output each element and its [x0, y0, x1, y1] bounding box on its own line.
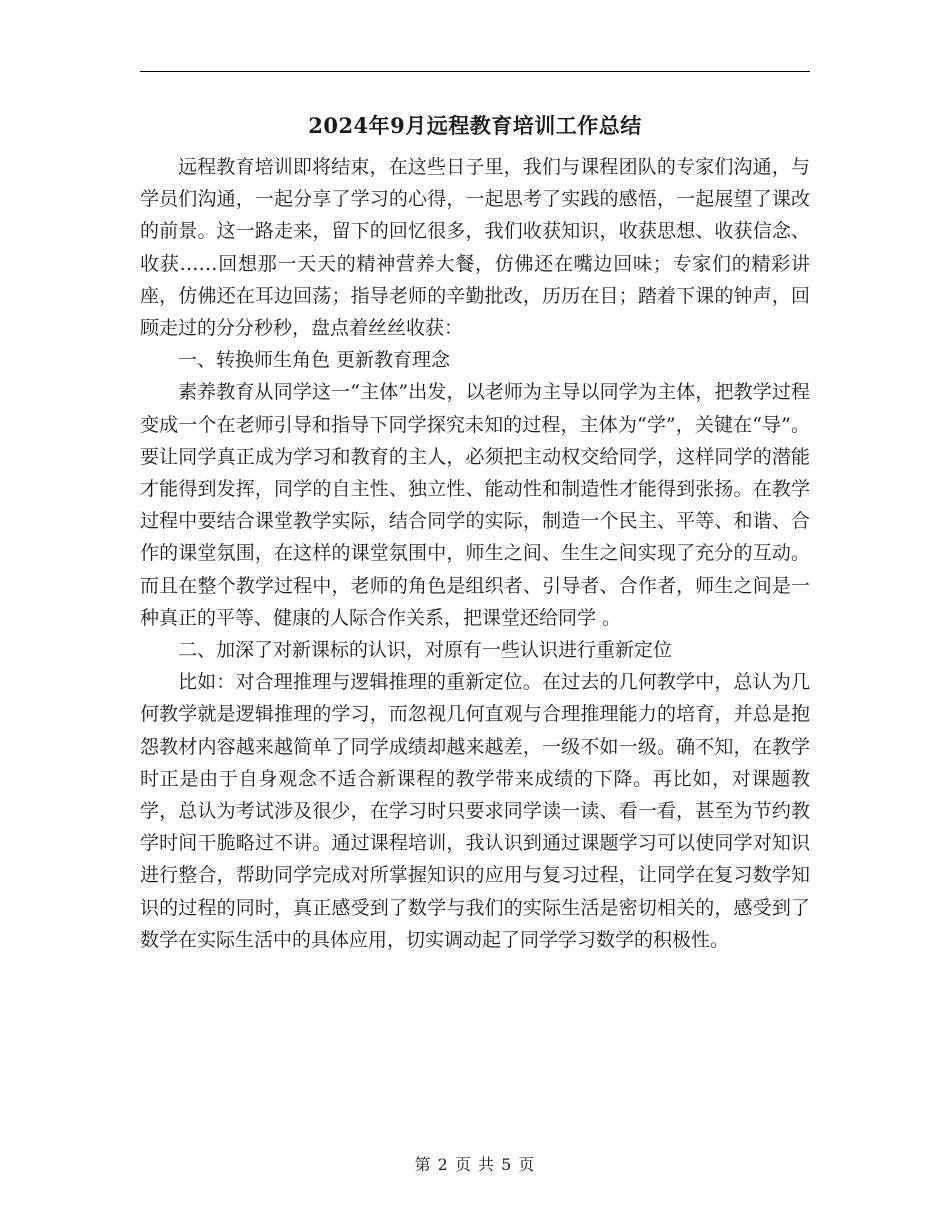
section-heading-1: 一、转换师生角色 更新教育理念 [178, 349, 451, 372]
paragraph-section-2: 比如：对合理推理与逻辑推理的重新定位。在过去的几何教学中，总认为几何教学就是逻辑推理的学习，而忽视几何直观与合理推理能力的培育，并总是抱怨教材内容越来越简单了同学成绩却越来越差，一级不如一级。确不知，在教学时正是由于自身观念不适合新课程的教学带来成绩的下降。再比如，对课题教学，总认为考试涉及很少，在学习时只要求同学读一读、看一看，甚至为节约教学时间干脆略过不讲。通过课程培训，我认识到通过课题学习可以使同学对知识进行整合，帮助同学完成对所掌握知识的应用与复习过程，让同学在复习数学知识的过程的同时，真正感受到了数学与我们的实际生活是密切相关的，感受到了数学在实际生活中的具体应用，切实调动起了同学学习数学的积极性。 [140, 671, 810, 951]
paragraph-intro: 远程教育培训即将结束，在这些日子里，我们与课程团队的专家们沟通，与学员们沟通，一起分享了学习的心得，一起思考了实践的感悟，一起展望了课改的前景。这一路走来，留下的回忆很多，我们收获知识，收获思想、收获信念、收获……回想那一天天的精神营养大餐，仿佛还在嘴边回味；专家们的精彩讲座，仿佛还在耳边回荡；指导老师的辛勤批改，历历在目；踏着下课的钟声，回顾走过的分分秒秒，盘点着丝丝收获： [140, 156, 810, 340]
header-rule [140, 71, 810, 72]
document-body [140, 151, 810, 956]
section-heading-2: 二、加深了对新课标的认识，对原有一些认识进行重新定位 [178, 639, 673, 662]
page-number-footer: 第 2 页 共 5 页 [414, 1155, 536, 1174]
paragraph-section-1: 素养教育从同学这一“主体”出发，以老师为主导以同学为主体，把教学过程变成一个在老师引导和指导下同学探究未知的过程，主体为“学”，关键在“导”。要让同学真正成为学习和教育的主人，必须把主动权交给同学，这样同学的潜能才能得到发挥，同学的自主性、独立性、能动性和制造性才能得到张扬。在教学过程中要结合课堂教学实际，结合同学的实际，制造一个民主、平等、和谐、合作的课堂氛围，在这样的课堂氛围中，师生之间、生生之间实现了充分的互动。而且在整个教学过程中，老师的角色是组织者、引导者、合作者，师生之间是一种真正的平等、健康的人际合作关系，把课堂还给同学 。 [140, 381, 810, 629]
document-title: 2024年9月远程教育培训工作总结 [308, 113, 642, 138]
